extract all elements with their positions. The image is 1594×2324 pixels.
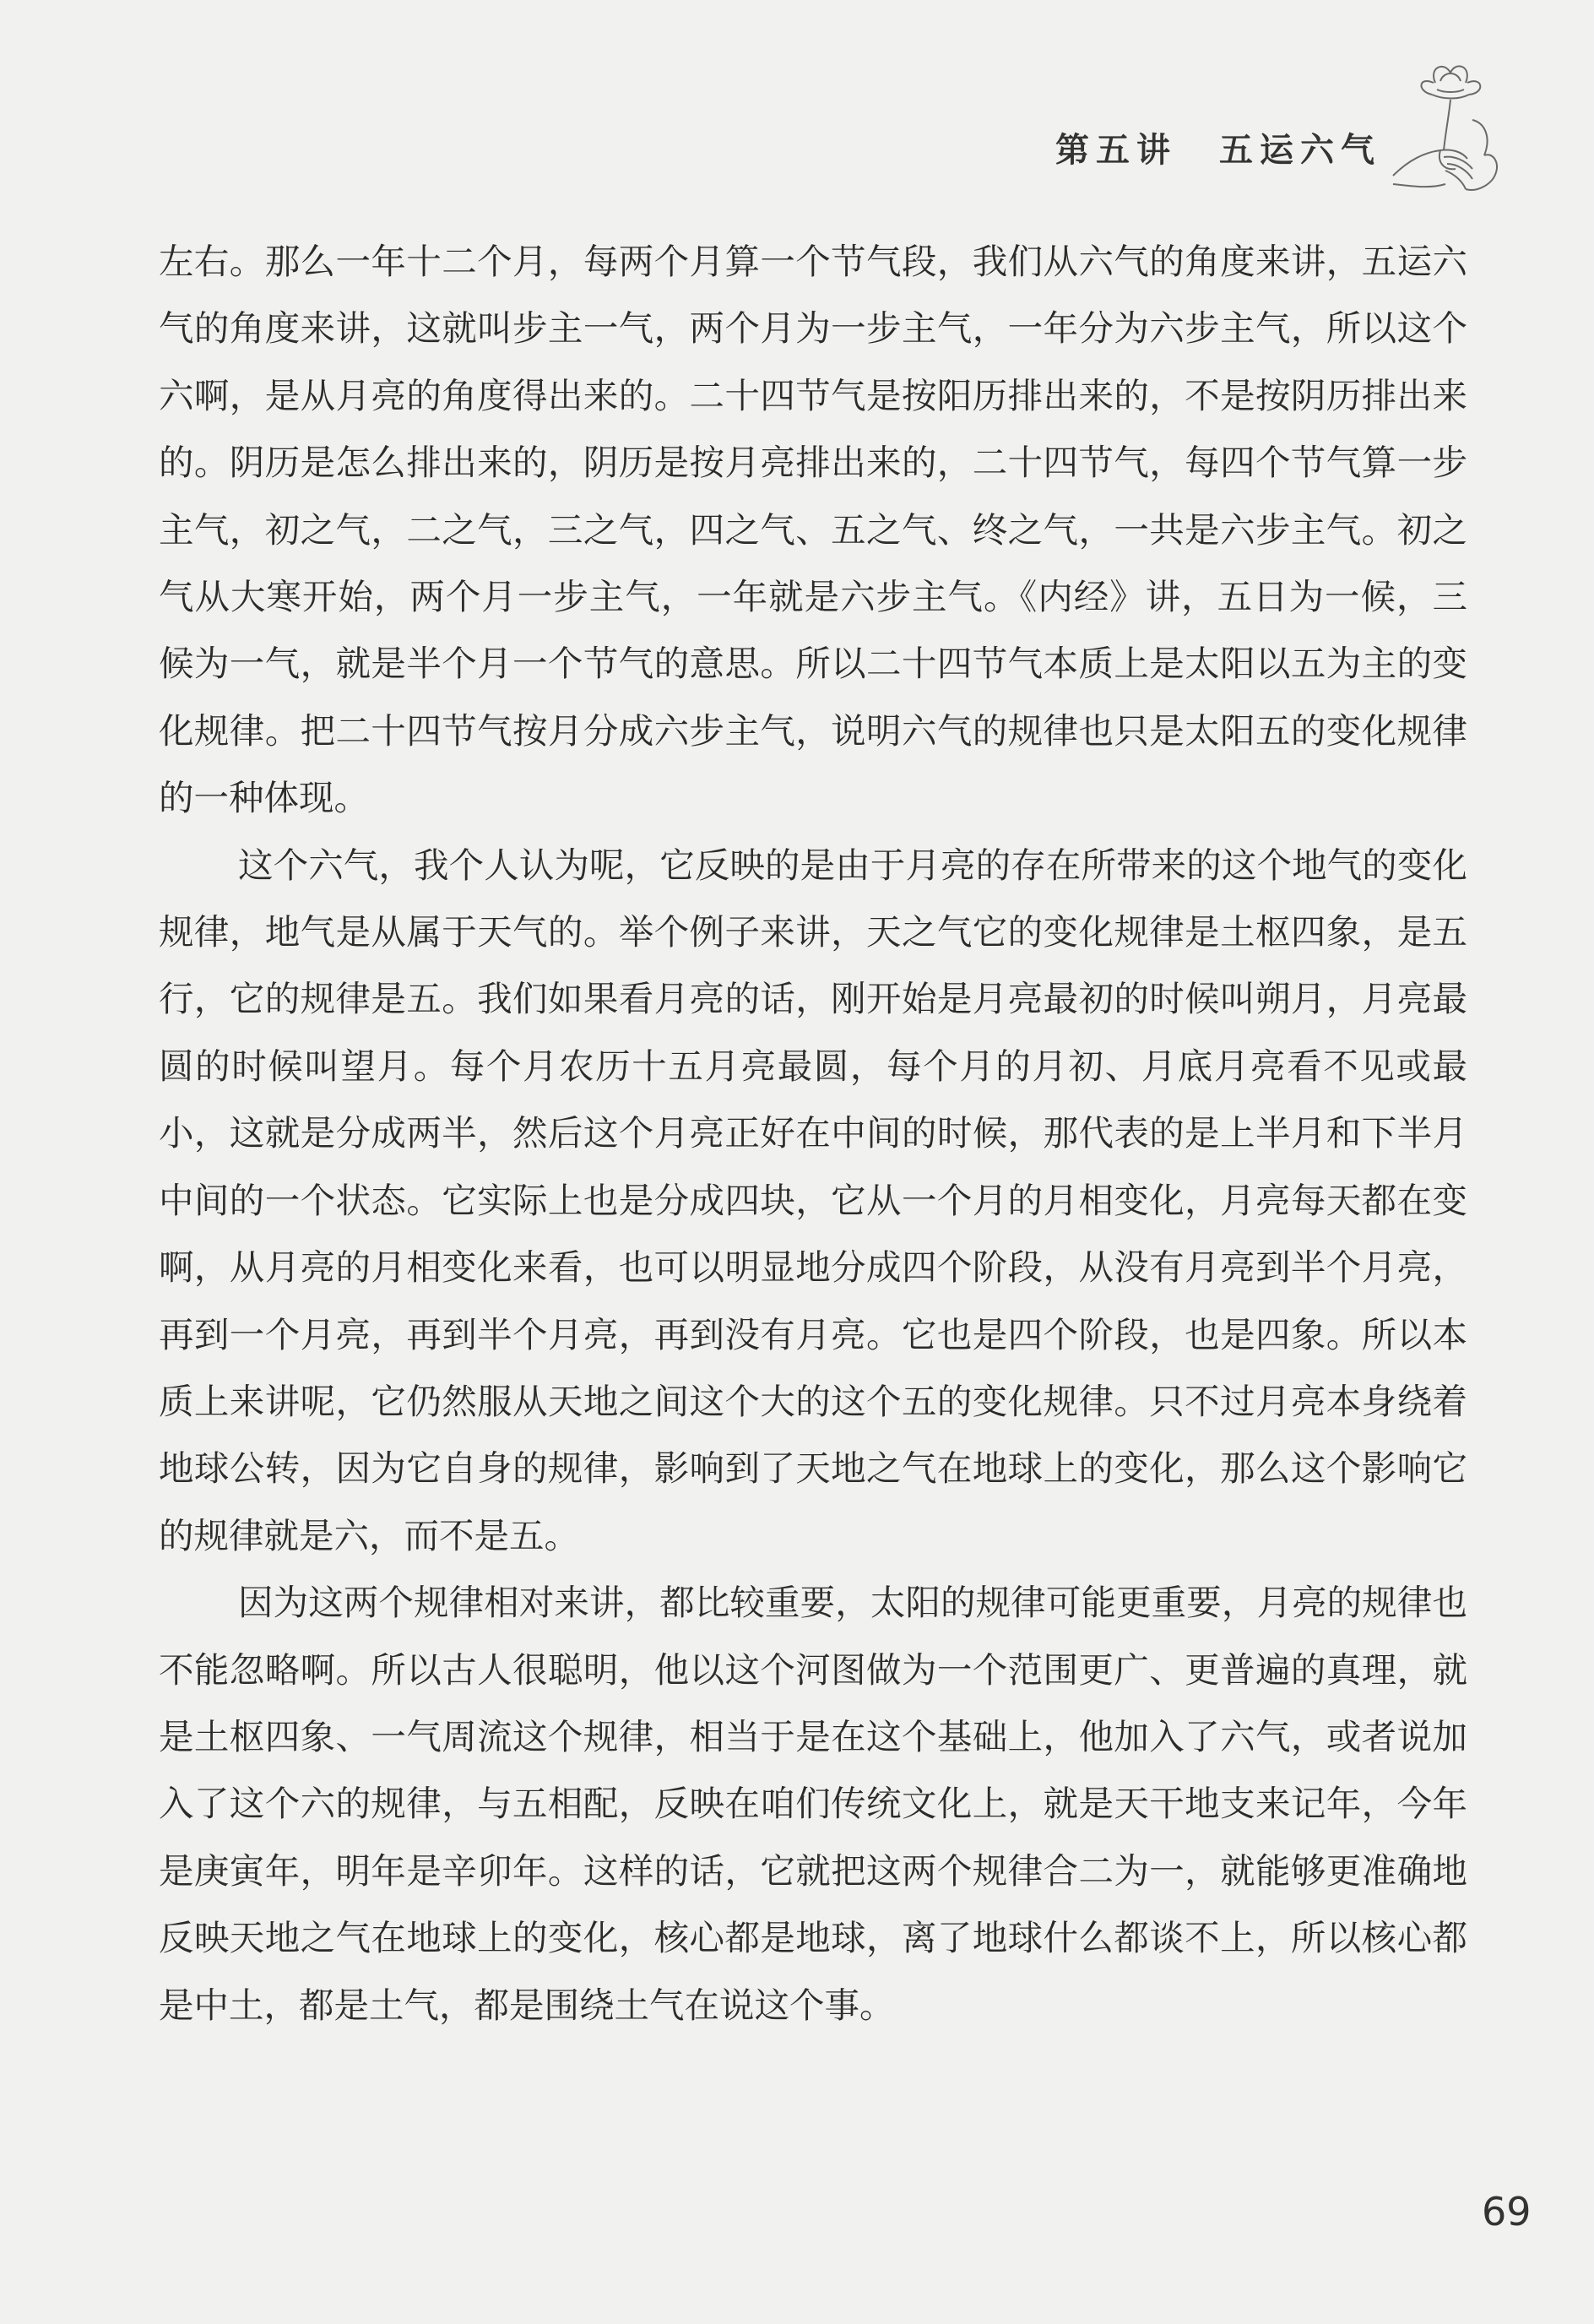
article-body [159, 228, 1467, 2039]
running-header [1055, 123, 1381, 171]
chapter-label: 第五讲 [1055, 130, 1177, 170]
paragraph-1: 左右。那么一年十二个月，每两个月算一个节气段，我们从六气的角度来讲，五运六气的角度来讲，这就叫步主一气，两个月为一步主气，一年分为六步主气，所以这个六啊，是从月亮的角度得出来的。二十四节气是按阳历排出来的，不是按阴历排出来的。阴历是怎么排出来的，阴历是按月亮排出来的，二十四节气，每四个节气算一步主气，初之气，二之气，三之气，四之气、五之气、终之气，一共是六步主气。初之气从大寒开始，两个月一步主气，一年就是六步主气。《内经》讲，五日为一候，三候为一气，就是半个月一个节气的意思。所以二十四节气本质上是太阳以五为主的变化规律。把二十四节气按月分成六步主气，说明六气的规律也只是太阳五的变化规律的一种体现。 [159, 241, 1467, 819]
lotus-hand-icon [1385, 57, 1511, 201]
page-number: 69 [1482, 2189, 1532, 2234]
paragraph-3: 因为这两个规律相对来讲，都比较重要，太阳的规律可能更重要，月亮的规律也不能忽略啊。所以古人很聪明，他以这个河图做为一个范围更广、更普遍的真理，就是土枢四象、一气周流这个规律，相当于是在这个基础上，他加入了六气，或者说加入了这个六的规律，与五相配，反映在咱们传统文化上，就是天干地支来记年，今年是庚寅年，明年是辛卯年。这样的话，它就把这两个规律合二为一，就能够更准确地反映天地之气在地球上的变化，核心都是地球，离了地球什么都谈不上，所以核心都是中土，都是土气，都是围绕土气在说这个事。 [159, 1582, 1467, 2026]
paragraph-2: 这个六气，我个人认为呢，它反映的是由于月亮的存在所带来的这个地气的变化规律，地气是从属于天气的。举个例子来讲，天之气它的变化规律是土枢四象，是五行，它的规律是五。我们如果看月亮的话，刚开始是月亮最初的时候叫朔月，月亮最圆的时候叫望月。每个月农历十五月亮最圆，每个月的月初、月底月亮看不见或最小，这就是分成两半，然后这个月亮正好在中间的时候，那代表的是上半月和下半月中间的一个状态。它实际上也是分成四块，它从一个月的月相变化，月亮每天都在变啊，从月亮的月相变化来看，也可以明显地分成四个阶段，从没有月亮到半个月亮，再到一个月亮，再到半个月亮，再到没有月亮。它也是四个阶段，也是四象。所以本质上来讲呢，它仍然服从天地之间这个大的这个五的变化规律。只不过月亮本身绕着地球公转，因为它自身的规律，影响到了天地之气在地球上的变化，那么这个影响它的规律就是六，而不是五。 [159, 844, 1467, 1556]
chapter-title: 五运六气 [1219, 130, 1381, 170]
